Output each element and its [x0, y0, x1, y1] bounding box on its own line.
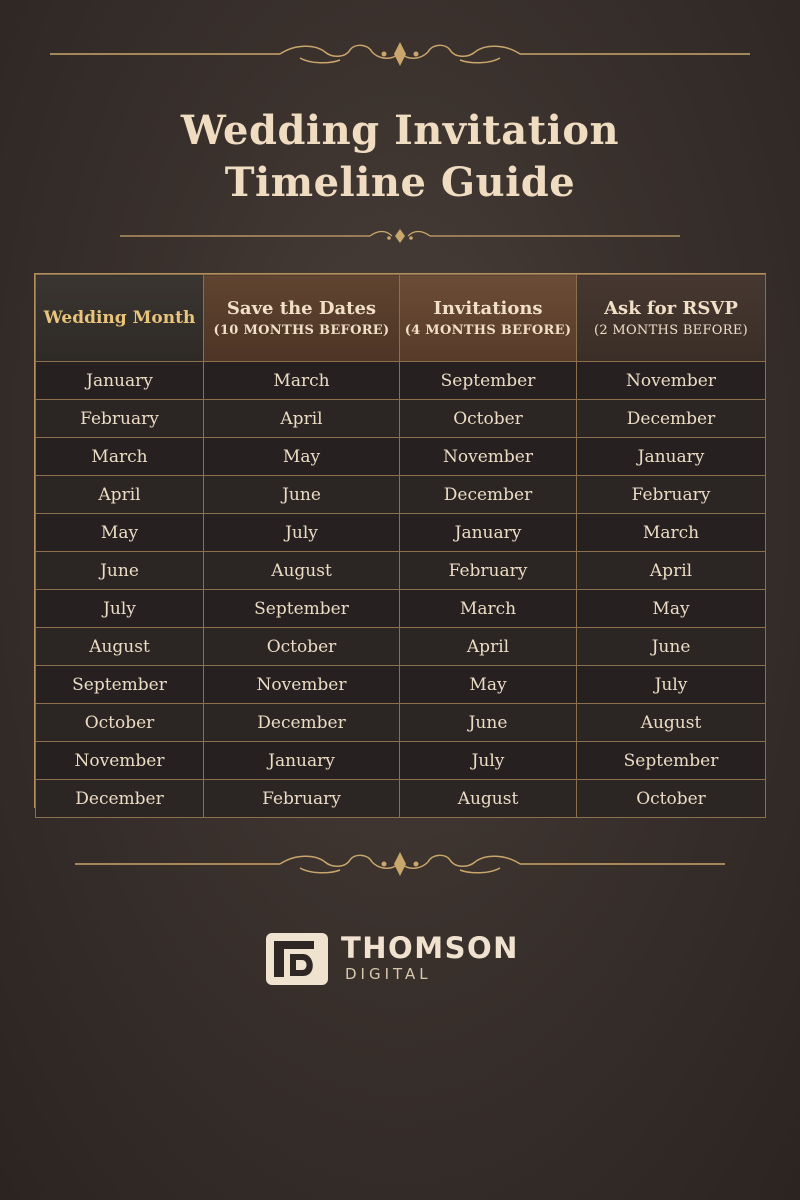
table-cell: October — [400, 400, 577, 438]
table-row — [36, 704, 766, 742]
table-cell: May — [204, 438, 400, 476]
table-cell: July — [400, 742, 577, 780]
table-cell: April — [577, 552, 766, 590]
table-row — [36, 628, 766, 666]
table-cell: March — [204, 362, 400, 400]
timeline-table — [34, 273, 766, 808]
header-label: Ask for RSVP — [604, 298, 738, 319]
table-cell: October — [36, 704, 204, 742]
table-cell: February — [204, 780, 400, 818]
table-row — [36, 514, 766, 552]
table-cell: March — [400, 590, 577, 628]
header-sublabel: (2 MONTHS BEFORE) — [593, 323, 749, 338]
table-cell: October — [204, 628, 400, 666]
table-cell: July — [577, 666, 766, 704]
page-title — [0, 105, 800, 209]
table-cell: November — [204, 666, 400, 704]
table-cell: December — [204, 704, 400, 742]
table-cell: March — [577, 514, 766, 552]
title-line-2: Timeline Guide — [224, 159, 576, 206]
table-cell: November — [400, 438, 577, 476]
table-cell: August — [204, 552, 400, 590]
table-cell: April — [204, 400, 400, 438]
table-cell: December — [36, 780, 204, 818]
logo-subtitle: DIGITAL — [345, 965, 432, 983]
table-cell: January — [577, 438, 766, 476]
table-cell: November — [577, 362, 766, 400]
table-cell: September — [400, 362, 577, 400]
table-row — [36, 742, 766, 780]
table-cell: June — [400, 704, 577, 742]
table-row — [36, 438, 766, 476]
table-header-row — [36, 275, 766, 362]
table-cell: February — [400, 552, 577, 590]
table-cell: June — [204, 476, 400, 514]
table-cell: August — [36, 628, 204, 666]
table-cell: August — [400, 780, 577, 818]
header-label: Invitations — [433, 298, 543, 319]
header-label: Wedding Month — [43, 308, 196, 328]
logo-name: THOMSON — [341, 931, 519, 965]
table-cell: August — [577, 704, 766, 742]
table-row — [36, 362, 766, 400]
table-cell: July — [204, 514, 400, 552]
header-sublabel: (4 MONTHS BEFORE) — [404, 323, 572, 338]
table-cell: November — [36, 742, 204, 780]
table-row — [36, 552, 766, 590]
header-save-the-dates — [204, 275, 400, 362]
table-row — [36, 590, 766, 628]
table-cell: February — [36, 400, 204, 438]
title-divider-icon — [0, 226, 800, 246]
table-cell: April — [400, 628, 577, 666]
table-row — [36, 666, 766, 704]
table-cell: May — [400, 666, 577, 704]
bottom-ornament-icon — [0, 848, 800, 880]
table-cell: January — [36, 362, 204, 400]
table-cell: May — [577, 590, 766, 628]
table-cell: April — [36, 476, 204, 514]
table-cell: September — [204, 590, 400, 628]
table-cell: March — [36, 438, 204, 476]
table-cell: June — [577, 628, 766, 666]
table-cell: February — [577, 476, 766, 514]
header-wedding-month — [36, 275, 204, 362]
title-line-1: Wedding Invitation — [180, 107, 620, 154]
logo-mark-icon — [265, 932, 329, 986]
table-row — [36, 780, 766, 818]
header-sublabel: (10 MONTHS BEFORE) — [213, 323, 390, 338]
table-cell: December — [400, 476, 577, 514]
table-cell: December — [577, 400, 766, 438]
brand-logo — [265, 932, 535, 988]
table-row — [36, 476, 766, 514]
table-cell: May — [36, 514, 204, 552]
top-ornament-icon — [0, 38, 800, 70]
header-invitations — [400, 275, 577, 362]
table-cell: September — [577, 742, 766, 780]
table-cell: January — [204, 742, 400, 780]
header-label: Save the Dates — [226, 298, 377, 319]
table-row — [36, 400, 766, 438]
table-cell: September — [36, 666, 204, 704]
table-cell: June — [36, 552, 204, 590]
header-ask-for-rsvp — [577, 275, 766, 362]
table-cell: July — [36, 590, 204, 628]
table-cell: October — [577, 780, 766, 818]
table-cell: January — [400, 514, 577, 552]
